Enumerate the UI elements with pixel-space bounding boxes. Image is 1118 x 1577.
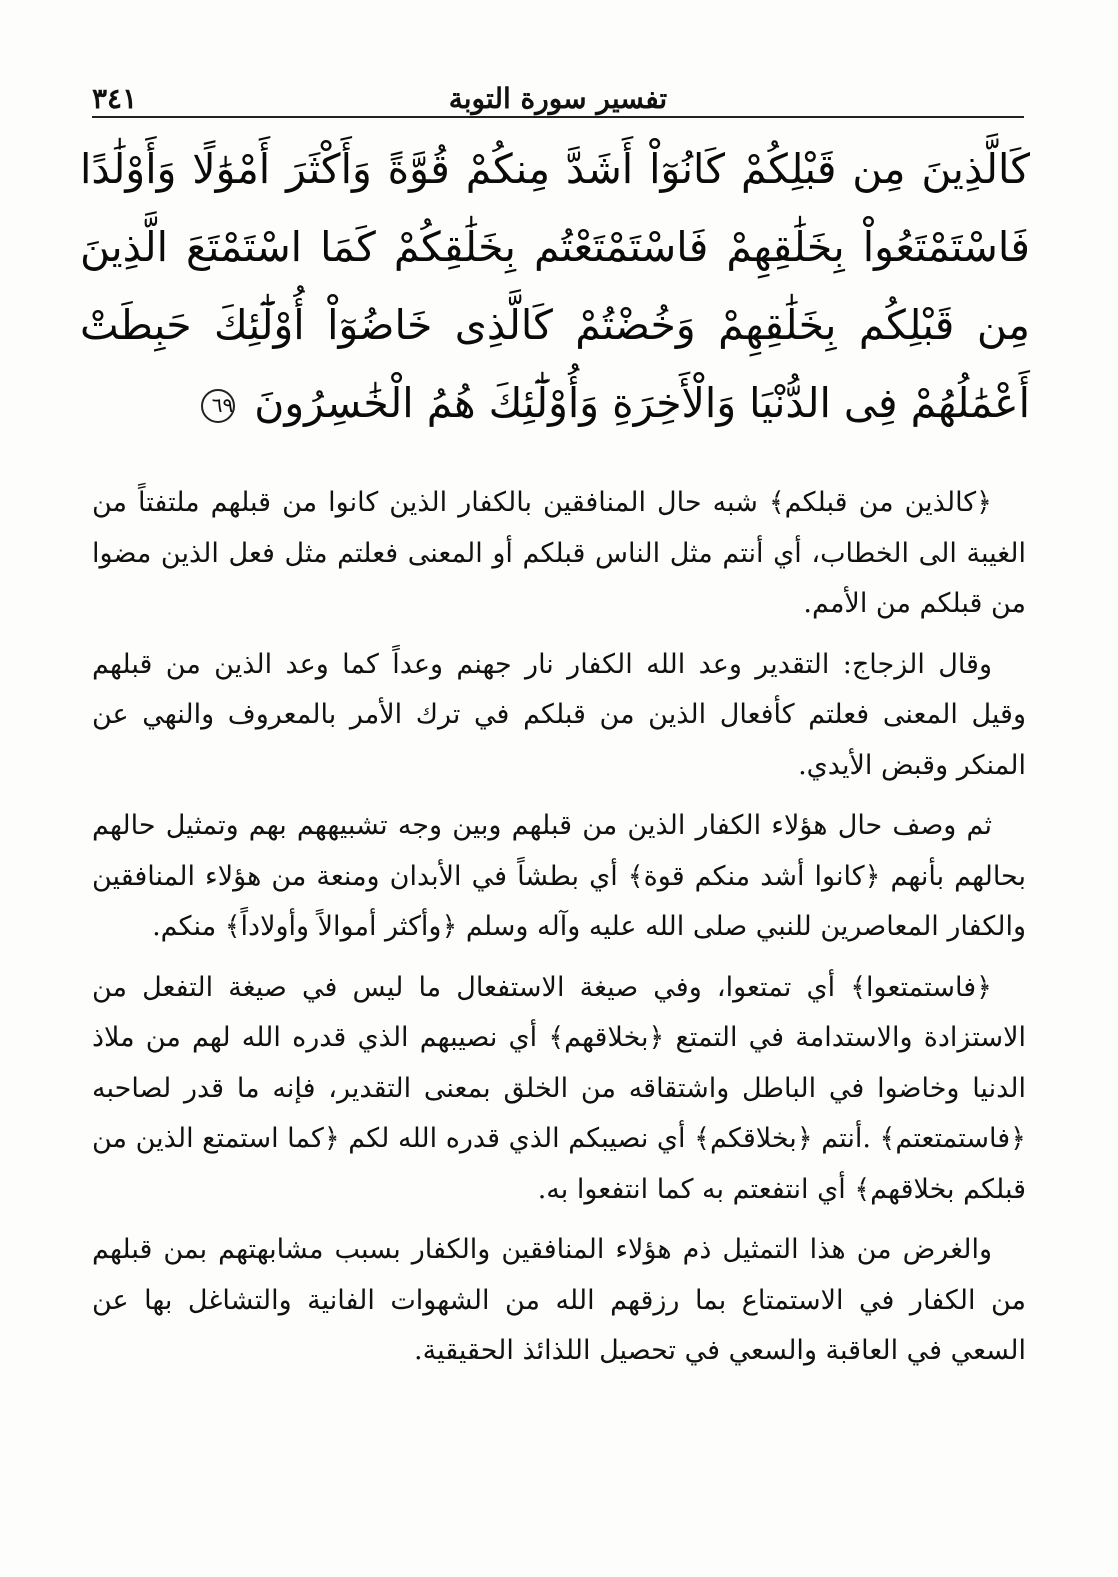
commentary-paragraph: ثم وصف حال هؤلاء الكفار الذين من قبلهم وبين وجه تشبيههم بهم وتمثيل حالهم بحالهم بأنهم ﴿كانوا أشد منكم قوة﴾ أي بطشاً في الأبدان ومنعة من هؤلاء المنافقين والكفار المعاصرين للنبي صلى الله عليه وآله وسلم ﴿وأكثر أموالاً وأولاداً﴾ منكم. (92, 810, 1026, 942)
quran-verse-text: كَالَّذِينَ مِن قَبْلِكُمْ كَانُوٓاْ أَشَدَّ مِنكُمْ قُوَّةً وَأَكْثَرَ أَمْوَٰلًا وَأَوْلَٰدًا فَاسْتَمْتَعُواْ بِخَلَٰقِهِمْ فَاسْتَمْتَعْتُم بِخَلَٰقِكُمْ كَمَا اسْتَمْتَعَ الَّذِينَ مِن قَبْلِكُم بِخَلَٰقِهِمْ وَخُضْتُمْ كَالَّذِى خَاضُوٓاْ أُوْلَٰٓئِكَ حَبِطَتْ أَعْمَٰلُهُمْ فِى الدُّنْيَا وَالْأَخِرَةِ وَأُوْلَٰٓئِكَ هُمُ الْخَٰسِرُونَ (80, 145, 1030, 427)
commentary-paragraph: وقال الزجاج: التقدير وعد الله الكفار نار جهنم وعداً كما وعد الذين من قبلهم وقيل المعنى فعلتم كأفعال الذين من قبلكم في ترك الأمر بالمعروف والنهي عن المنكر وقبض الأيدي. (92, 648, 1026, 781)
running-header (92, 78, 1024, 114)
commentary-paragraph: ﴿فاستمتعوا﴾ أي تمتعوا، وفي صيغة الاستفعال ما ليس في صيغة التفعل من الاستزادة والاستدامة في التمتع ﴿بخلاقهم﴾ أي نصيبهم الذي قدره الله لهم من ملاذ الدنيا وخاضوا في الباطل واشتقاقه من الخلق بمعنى التقدير، فإنه ما قدر لصاحبه ﴿فاستمتعتم﴾ .أنتم ﴿بخلاقكم﴾ أي نصيبكم الذي قدره الله لكم ﴿كما استمتع الذين من قبلكم بخلاقهم﴾ أي انتفعتم به كما انتفعوا به. (92, 971, 1026, 1205)
verse-number-marker: ٦٩ (201, 389, 235, 423)
quran-verse-block (80, 130, 1030, 442)
header-divider (92, 116, 1024, 118)
commentary-paragraph: ﴿كالذين من قبلكم﴾ شبه حال المنافقين بالكفار الذين كانوا من قبلهم ملتفتاً من الغيبة الى الخطاب، أي أنتم مثل الناس قبلكم أو المعنى فعلتم مثل فعل الذين مضوا من قبلكم من الأمم. (92, 487, 1026, 619)
page-number: ٣٤١ (92, 82, 138, 115)
commentary-paragraph: والغرض من هذا التمثيل ذم هؤلاء المنافقين والكفار بسبب مشابهتهم بمن قبلهم من الكفار في الاستمتاع بما رزقهم الله من الشهوات الفانية والتشاغل بها عن السعي في العاقبة والسعي في تحصيل اللذائذ الحقيقية. (92, 1234, 1026, 1366)
commentary-body (92, 478, 1026, 1387)
surah-title: تفسير سورة التوبة (448, 82, 668, 115)
